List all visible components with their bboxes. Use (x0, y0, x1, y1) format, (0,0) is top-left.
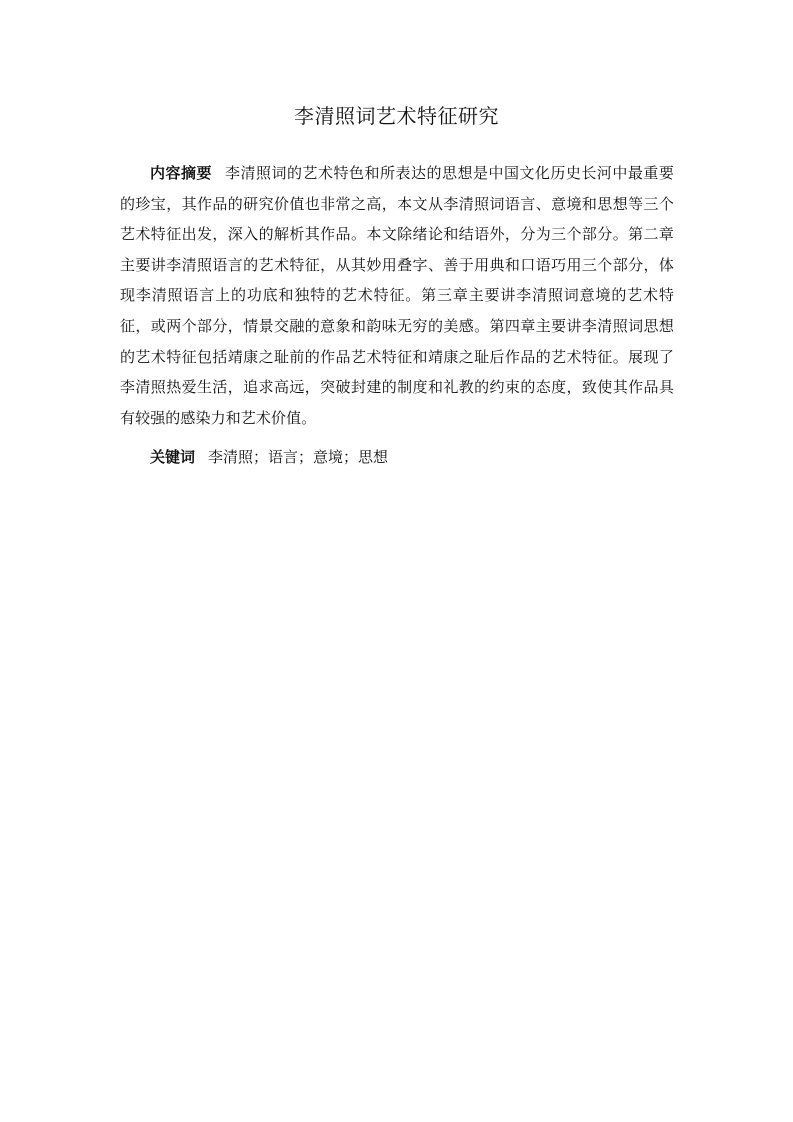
abstract-paragraph (120, 158, 674, 433)
keywords-label: 关键词 (150, 448, 196, 466)
keywords-text: 李清照；语言；意境；思想 (208, 448, 389, 466)
abstract-label: 内容摘要 (150, 164, 212, 182)
keywords-line (120, 442, 674, 472)
paper-title: 李清照词艺术特征研究 (294, 104, 499, 128)
abstract-text: 李清照词的艺术特色和所表达的思想是中国文化历史长河中最重要的珍宝，其作品的研究价值也非常之高，本文从李清照词语言、意境和思想等三个艺术特征出发，深入的解析其作品。本文除绪论和结语外，分为三个部分。第二章主要讲李清照语言的艺术特征，从其妙用叠字、善于用典和口语巧用三个部分，体现李清照语言上的功底和独特的艺术特征。第三章主要讲李清照词意境的艺术特征，或两个部分，情景交融的意象和韵味无穷的美感。第四章主要讲李清照词思想的艺术特征包括靖康之耻前的作品艺术特征和靖康之耻后作品的艺术特征。展现了李清照热爱生活，追求高远，突破封建的制度和礼教的约束的态度，致使其作品具有较强的感染力和艺术价值。 (120, 164, 675, 427)
